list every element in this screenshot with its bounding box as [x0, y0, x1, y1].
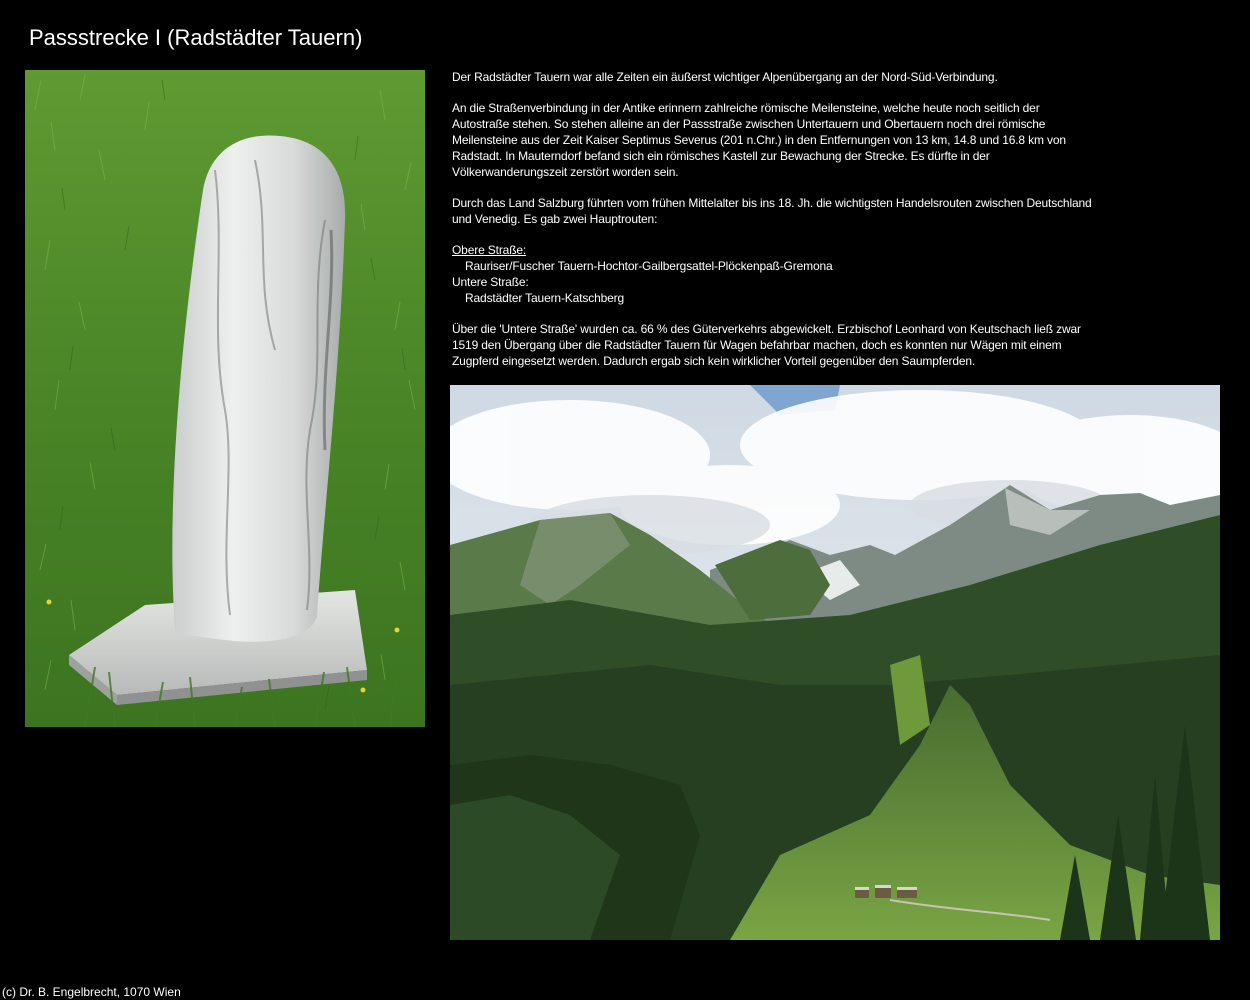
- footer-copyright: (c) Dr. B. Engelbrecht, 1070 Wien: [2, 985, 181, 999]
- article-text: [452, 69, 1092, 384]
- page-title: Passstrecke I (Radstädter Tauern): [29, 25, 363, 50]
- mountain-valley-photo: [450, 385, 1220, 940]
- paragraph-untere-strasse: Über die 'Untere Straße' wurden ca. 66 % des Güterverkehrs abgewickelt. Erzbischof Leonhard von Keutschach ließ zwar 1519 den Übergang über die Radstädter Tauern für Wagen befahrbar machen, doch es konnten nur Wägen mit einem Zugpferd eingesetzt werden. Dadurch ergab sich kein wirklicher Vorteil gegenüber den Saumpferden.: [452, 322, 1081, 368]
- routes-list: [452, 242, 1092, 306]
- route-heading-obere: Obere Straße:: [452, 243, 527, 257]
- route-path-untere: Radstädter Tauern-Katschberg: [465, 291, 625, 305]
- route-path-obere: Rauriser/Fuscher Tauern-Hochtor-Gailbergsattel-Plöckenpaß-Gremona: [465, 259, 833, 273]
- paragraph-intro: Der Radstädter Tauern war alle Zeiten ein äußerst wichtiger Alpenübergang an der Nord-Süd-Verbindung.: [452, 70, 998, 84]
- paragraph-milestones: An die Straßenverbindung in der Antike erinnern zahlreiche römische Meilensteine, welche heute noch seitlich der Autostraße stehen. So stehen alleine an der Passstraße zwischen Untertauern und Obertauern noch drei römische Meilensteine aus der Zeit Kaiser Septimus Severus (201 n.Chr.) in den Entfernungen von 13 km, 14.8 und 16.8 km von Radstadt. In Mauterndorf befand sich ein römisches Kastell zur Bewachung der Strecke. Es dürfte in der Völkerwanderungszeit zerstört worden sein.: [452, 101, 1066, 179]
- paragraph-trade-routes: Durch das Land Salzburg führten vom frühen Mittelalter bis ins 18. Jh. die wichtigsten Handelsrouten zwischen Deutschland und Venedig. Es gab zwei Hauptrouten:: [452, 196, 1092, 226]
- milestone-photo: [25, 70, 425, 727]
- route-heading-untere: Untere Straße:: [452, 275, 529, 289]
